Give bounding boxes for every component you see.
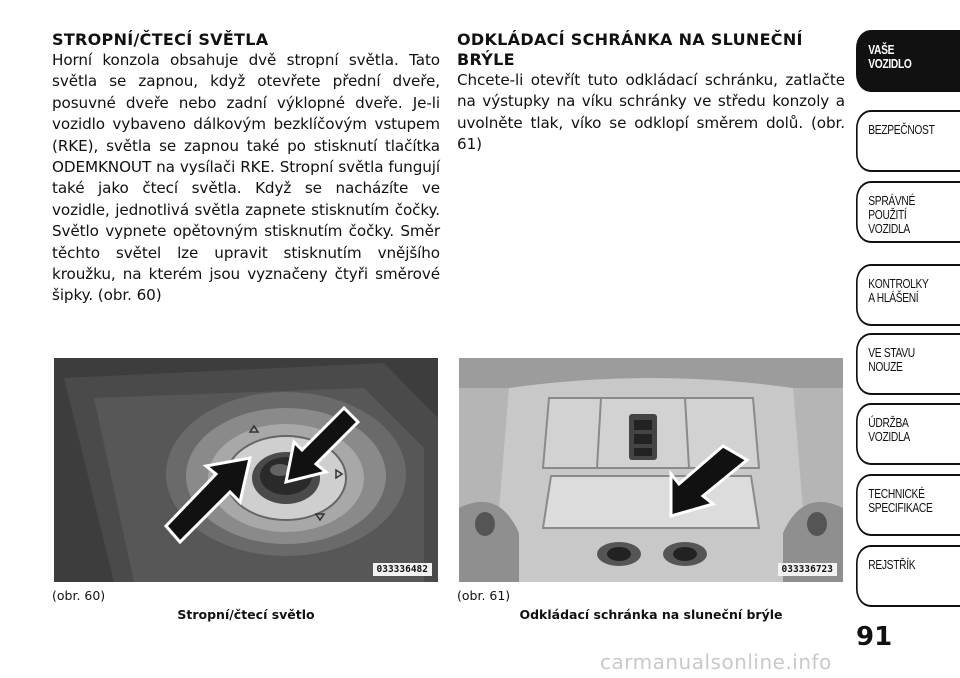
section-title-line2: BRÝLE: [457, 50, 515, 69]
tab-ve-stavu-nouze[interactable]: [856, 333, 960, 395]
figure-ceiling-light: [54, 358, 438, 582]
tab-technicke-specifikace[interactable]: [856, 474, 960, 536]
tab-label: BEZPEČNOST: [868, 123, 935, 137]
sunglasses-bin-illustration: [459, 358, 843, 582]
left-column: [52, 30, 440, 307]
figure-caption: Odkládací schránka na sluneční brýle: [519, 607, 783, 622]
tab-label: SPRÁVNÉ POUŽITÍ VOZIDLA: [868, 194, 916, 236]
tab-label: ÚDRŽBA VOZIDLA: [868, 416, 910, 444]
tab-kontrolky[interactable]: [856, 264, 960, 326]
tab-label: VE STAVU NOUZE: [868, 346, 915, 374]
section-title-sunglasses: [457, 30, 845, 70]
section-body-sunglasses: Chcete-li otevřít tuto odkládací schránku, zatlačte na výstupky na víku schránky ve středu konzoly a uvolněte tlak, víko se odklopí směrem dolů. (obr. 61): [457, 71, 845, 154]
tab-rejstrik[interactable]: [856, 545, 960, 607]
right-column: [457, 30, 845, 156]
section-body-ceiling-lights: Horní konzola obsahuje dvě stropní světla. Tato světla se zapnou, když otevřete přední dveře, posuvné dveře nebo zadní výklopné dveře. Je-li vozidlo vybaveno dálkovým bezklíčovým vstupem (RKE), světla se zapnou také po stisknutí tlačítka ODEMKNOUT na vysílači RKE. Stropní světla fungují také jako čtecí světla. Když se nacházíte ve vozidle, jednotlivá světla zapnete stisknutím čočky. Světlo vypnete opětovným stisknutím čočky. Směr těchto světel lze upravit stisknutím vnějšího kroužku, na kterém jsou vyznačeny čtyři směrové šipky. (obr. 60): [52, 51, 440, 305]
tab-label: VAŠE VOZIDLO: [868, 43, 912, 71]
tab-udrzba[interactable]: [856, 403, 960, 465]
figure-sunglasses-bin: [459, 358, 843, 582]
tab-vase-vozidlo[interactable]: [856, 30, 960, 92]
section-title-line1: ODKLÁDACÍ SCHRÁNKA NA SLUNEČNÍ: [457, 30, 803, 49]
figure-code: 033336482: [373, 563, 432, 576]
section-title-ceiling-lights: STROPNÍ/ČTECÍ SVĚTLA: [52, 30, 269, 49]
tab-label: REJSTŘÍK: [868, 558, 916, 572]
figure-code: 033336723: [778, 563, 837, 576]
ceiling-light-illustration: [54, 358, 438, 582]
watermark: carmanualsonline.info: [600, 650, 832, 674]
tab-label: TECHNICKÉ SPECIFIKACE: [868, 487, 933, 515]
figure-number: (obr. 61): [457, 588, 511, 603]
tab-label: KONTROLKY A HLÁŠENÍ: [868, 277, 929, 305]
tab-bezpecnost[interactable]: [856, 110, 960, 172]
figure-caption: Stropní/čtecí světlo: [177, 607, 315, 622]
page-number: 91: [856, 622, 893, 652]
figure-number: (obr. 60): [52, 588, 106, 603]
tab-spravne-pouziti[interactable]: [856, 181, 960, 243]
